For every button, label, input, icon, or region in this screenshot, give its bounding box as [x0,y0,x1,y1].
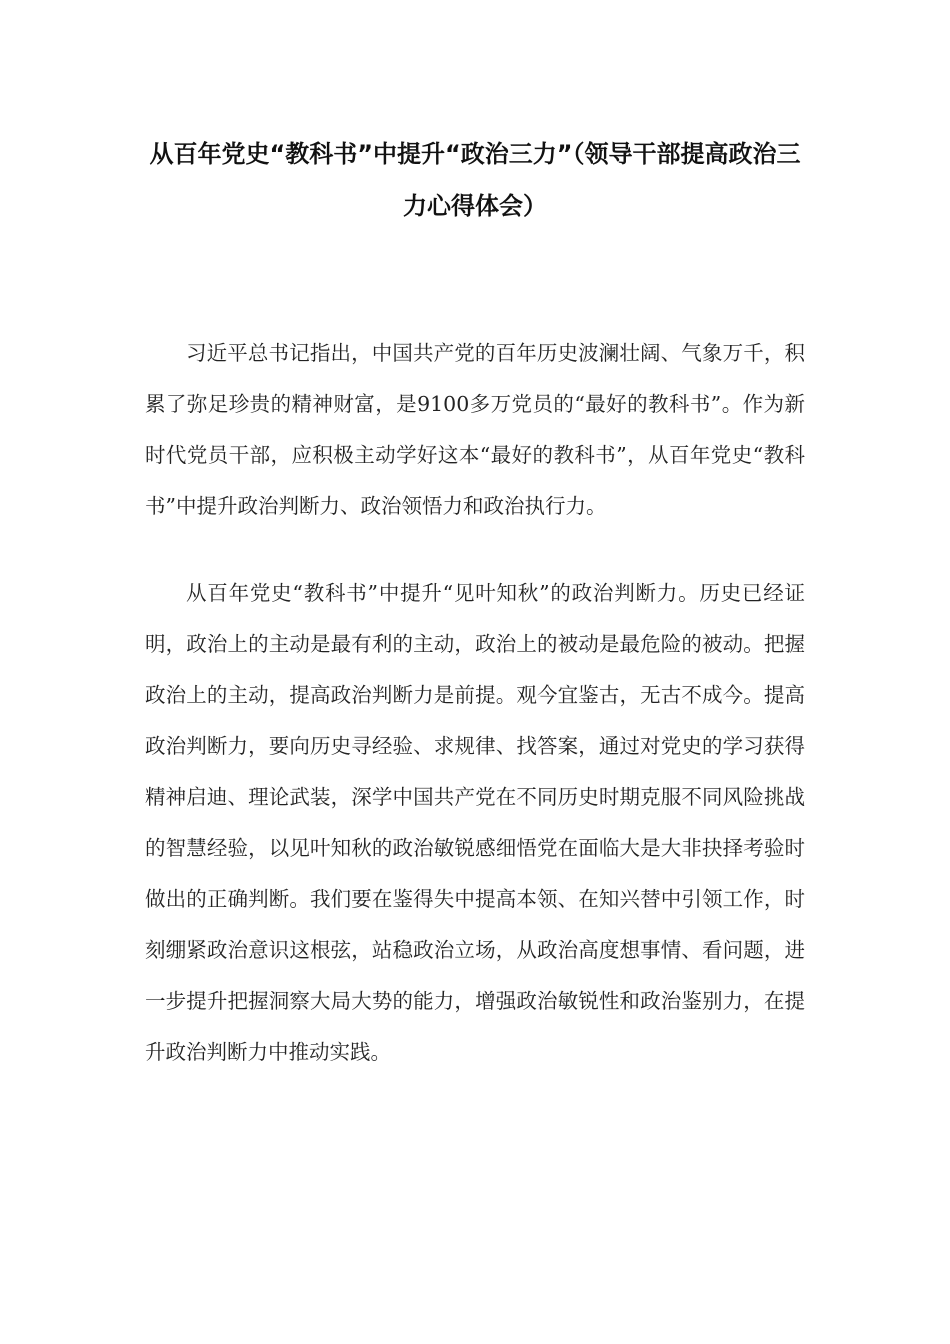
document-title: 从百年党史“教科书”中提升“政治三力”（领导干部提高政治三力心得体会） [149,140,801,220]
body-paragraph-1: 习近平总书记指出，中国共产党的百年历史波澜壮阔、气象万千，积累了弥足珍贵的精神财富，是9100多万党员的“最好的教科书”。作为新时代党员干部，应积极主动学好这本“最好的教科书”，从百年党史“教科书”中提升政治判断力、政治领悟力和政治执行力。 [145,341,805,518]
document-body [145,328,805,1078]
body-paragraph-2: 从百年党史“教科书”中提升“见叶知秋”的政治判断力。历史已经证明，政治上的主动是最有利的主动，政治上的被动是最危险的被动。把握政治上的主动，提高政治判断力是前提。观今宜鉴古，无古不成今。提高政治判断力，要向历史寻经验、求规律、找答案，通过对党史的学习获得精神启迪、理论武装，深学中国共产党在不同历史时期克服不同风险挑战的智慧经验，以见叶知秋的政治敏锐感细悟党在面临大是大非抉择考验时做出的正确判断。我们要在鉴得失中提高本领、在知兴替中引领工作，时刻绷紧政治意识这根弦，站稳政治立场，从政治高度想事情、看问题，进一步提升把握洞察大局大势的能力，增强政治敏锐性和政治鉴别力，在提升政治判断力中推动实践。 [145,581,805,1064]
